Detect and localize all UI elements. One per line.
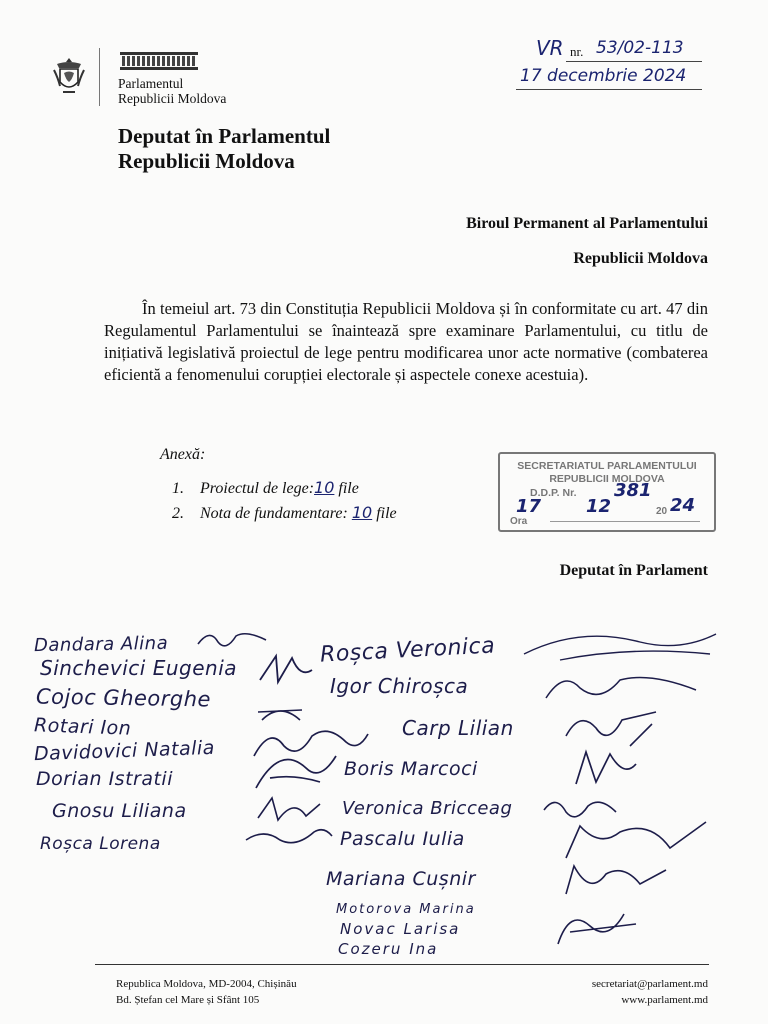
stamp-ddp-number: 381 (614, 480, 652, 501)
signature-scrawl (560, 706, 660, 750)
registration-number-value: 53/02-113 (596, 38, 684, 58)
footer-address (116, 976, 297, 1008)
annex-item-unit: file (338, 480, 359, 497)
footer-email: secretariat@parlament.md (591, 978, 708, 990)
signature-name: Carp Lilian (402, 716, 514, 740)
footer-address-line2: Bd. Ștefan cel Mare și Sfânt 105 (116, 994, 260, 1006)
header-divider (99, 48, 100, 106)
annex-item-number: 2. (172, 505, 184, 522)
annex-item-count: 10 (314, 478, 335, 497)
signature-name: Roșca Veronica (319, 633, 496, 668)
signature-name: Boris Marcoci (344, 758, 478, 780)
parliament-building-icon (120, 52, 198, 70)
signature-name: Davidovici Natalia (33, 736, 216, 766)
signature-name: Roșca Lorena (40, 834, 161, 854)
signature-name: Pascalu Iulia (340, 828, 465, 850)
registration-date: 17 decembrie 2024 (520, 66, 687, 86)
coat-of-arms-icon (52, 56, 86, 96)
signature-scrawl (256, 650, 316, 690)
stamp-line1: SECRETARIATUL PARLAMENTULUI (517, 460, 697, 472)
signature-scrawl (244, 822, 334, 850)
signature-scrawl (560, 860, 670, 900)
signature-scrawl (250, 748, 340, 794)
annex-item-count: 10 (351, 503, 373, 522)
signature-name: Veronica Bricceag (342, 798, 513, 819)
registration-date-underline (516, 89, 702, 90)
stamp-year-prefix: 20 (656, 506, 668, 517)
institution-line2: Republicii Moldova (118, 91, 227, 106)
signature-name: Cozeru Ina (338, 940, 439, 958)
signature-name: Cojoc Gheorghe (35, 684, 212, 712)
signature-name: Dandara Alina (33, 632, 169, 657)
stamp-ora-line (550, 521, 700, 522)
stamp-ora-label: Ora (510, 516, 528, 527)
stamp-line2: REPUBLICII MOLDOVA (549, 473, 665, 485)
institution-name (118, 76, 226, 106)
registration-nr-label: nr. (570, 44, 584, 59)
registration-underline (566, 61, 702, 62)
annex-item-unit: file (376, 505, 397, 522)
footer-website: www.parlament.md (621, 994, 708, 1006)
signature-scrawl (570, 748, 640, 788)
annex-item-number: 1. (172, 480, 184, 497)
registration-prefix: VR (536, 36, 564, 60)
signature-name: Rotari Ion (33, 714, 132, 740)
addressee-line2: Republicii Moldova (573, 250, 708, 267)
signature-name: Dorian Istratii (36, 768, 173, 790)
registration-number (520, 36, 712, 94)
stamp-month: 12 (586, 496, 612, 517)
signature-scrawl (550, 902, 640, 950)
document-title (118, 124, 330, 174)
body-paragraph: În temeiul art. 73 din Constituția Republicii Moldova și în conformitate cu art. 47 din Regulamentul Parlamentului se înaintează spre examinare Parlamentului, cu titlu de inițiativă legislativă proiectul de lege pentru modificarea unor acte normative (combaterea eficientă a fenomenului corupției electorale și aspectele conexe acestuia). (104, 299, 708, 384)
signature-name: Sinchevici Eugenia (40, 656, 238, 680)
addressee-line1: Biroul Permanent al Parlamentului (466, 215, 708, 232)
signature-name: Igor Chiroșca (330, 674, 469, 698)
registration-stamp (498, 452, 716, 532)
annex-item-label: Nota de fundamentare: (200, 505, 348, 522)
addressee (466, 206, 708, 276)
signatory-label: Deputat în Parlament (559, 562, 708, 579)
stamp-day: 17 (516, 496, 542, 517)
body-text (104, 298, 708, 386)
footer-divider (95, 964, 709, 965)
annex-list (172, 476, 397, 526)
signature-name: Mariana Cușnir (326, 868, 476, 890)
signature-name: Motorova Marina (336, 902, 476, 917)
signature-scrawl (254, 794, 324, 824)
stamp-ddp-label: D.D.P. Nr. (530, 487, 577, 499)
signature-scrawl (540, 668, 700, 708)
signature-name: Novac Larisa (340, 920, 461, 938)
annex-item (172, 501, 397, 526)
signatures-block (0, 600, 768, 960)
stamp-year-suffix: 24 (670, 495, 696, 516)
institution-line1: Parlamentul (118, 76, 184, 91)
title-line1: Deputat în Parlamentul (118, 124, 331, 148)
annex-title: Anexă: (160, 446, 206, 463)
signature-name: Gnosu Liliana (52, 800, 187, 822)
footer-address-line1: Republica Moldova, MD-2004, Chișinău (116, 978, 297, 990)
signature-scrawl (520, 620, 720, 670)
footer-contact (592, 976, 708, 1008)
title-line2: Republicii Moldova (118, 149, 295, 173)
annex-item-label: Proiectul de lege: (200, 480, 315, 497)
annex-item (172, 476, 397, 501)
